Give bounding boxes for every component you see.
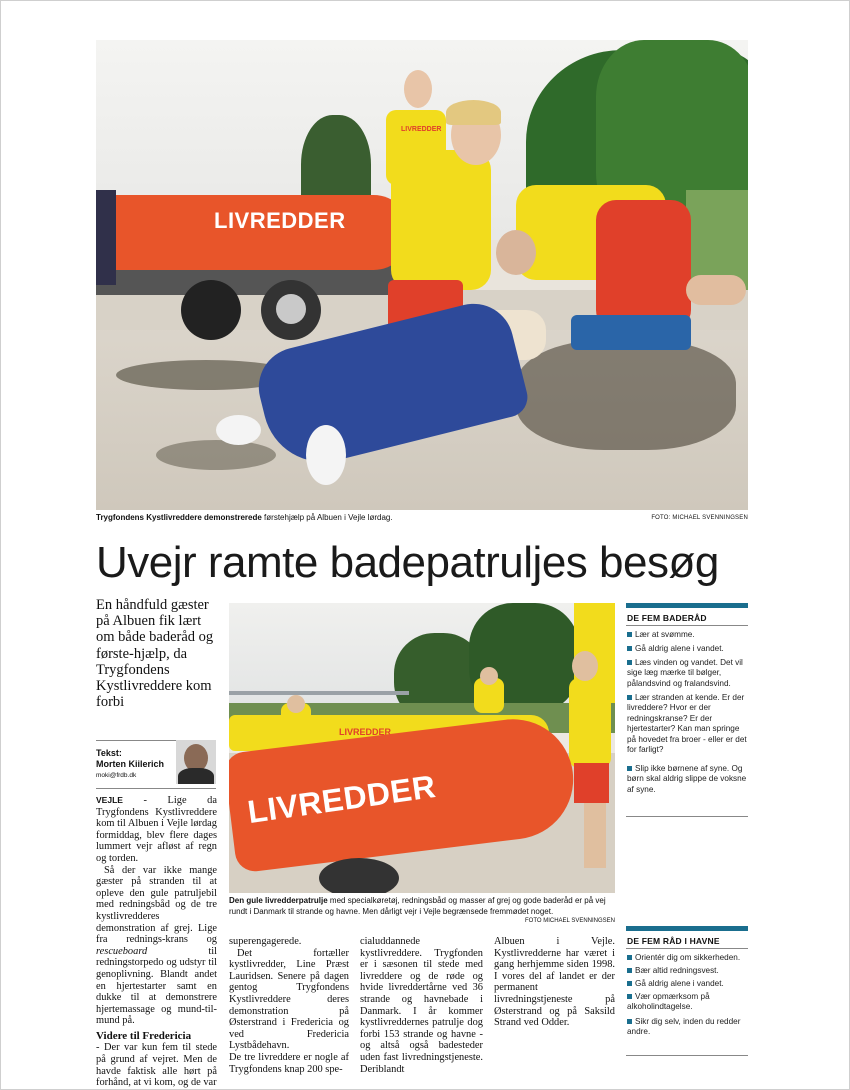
caption-text: med specialkøretøj, redningsbåd og masser af grej og gode baderåd er på vej rundt i Danmark til strande og havne. Men dårligt vejr i Vejle begrænsede fremmødet noget. (229, 896, 606, 916)
tip-text: Slip ikke børnene af syne. Og børn skal aldrig slippe de voksne af syne. (627, 764, 747, 794)
article-column-4 (494, 936, 615, 1029)
tip-item (627, 992, 749, 1013)
lead-paragraph: En håndfuld gæster på Albuen fik lært om både baderåd og første-hjælp, da Trygfondens Kystlivreddere kom forbi (96, 597, 214, 711)
tip-text: Orientér dig om sikkerheden. (635, 953, 741, 962)
bullet-icon (627, 968, 632, 973)
tip-text: Sikr dig selv, inden du redder andre. (627, 1017, 741, 1037)
boat-label: LIVREDDER (214, 208, 346, 233)
paragraph-text: superengagerede. (229, 936, 302, 947)
bullet-icon (627, 660, 632, 665)
caption-text: førstehjælp på Albuen i Vejle lørdag. (261, 513, 393, 522)
bullet-icon (627, 766, 632, 771)
paragraph-text: - Lige da Trygfondens Kystlivreddere kom til Albuen i Vejle lørdag formiddag, blev flere dages lummert vejr afløst af regn og torden. (96, 795, 217, 864)
paragraph-text: Så der var ikke mange gæster på stranden til at opleve den gule patruljebil med redningsbåd og de tre kystlivredderes demonstration af grej. Lige fra rednings-krans og (96, 864, 217, 946)
paragraph-text: cialuddannede kystlivreddere. Trygfonden er i sæsonen til stede med livreddere og de røde og hvide livreddertårne ved 36 strande og havnebade i Danmark. I år kommer kystlivreddernes patrulje dog forbi 153 strande og havne - og altså også badesteder uden fast livredningstjeneste. Deriblandt (360, 936, 483, 1075)
tip-item (627, 953, 749, 963)
tip-item (627, 658, 749, 689)
factbox-title: DE FEM BADERÅD (627, 613, 707, 623)
byline-label: Tekst: (96, 748, 122, 758)
divider (96, 788, 216, 789)
divider (626, 625, 748, 626)
shirt-label: LIVREDDER (401, 126, 442, 133)
article-column-2 (229, 936, 349, 1075)
headline: Uvejr ramte badepatruljes besøg (96, 538, 719, 587)
boat-label: LIVREDDER (245, 767, 438, 831)
bullet-icon (627, 632, 632, 637)
paragraph-text: Det fortæller kystlivredder, Line Præst Lauridsen. Senere på dagen gentog Trygfondens Kystlivreddere deres demonstration på Østerstrand i Fredericia og ved Fredericia Lystbådehavn. (229, 947, 349, 1052)
photo-credit: FOTO MICHAEL SVENNINGSEN (524, 918, 615, 924)
subheading: Videre til Fredericia (96, 1029, 192, 1042)
tip-item (627, 693, 749, 755)
paragraph-text: - Der var kun fem til stede på grund af vejret. Men de havde faktisk alle hørt på forhånd, at vi kom, og de var (96, 1042, 217, 1089)
tip-text: Vær opmærksom på alkoholindtagelse. (627, 992, 710, 1012)
tip-text: Gå aldrig alene i vandet. (635, 979, 724, 988)
bullet-icon (627, 955, 632, 960)
paragraph-text: Albuen i Vejle. Kystlivredderne har været i gang herhjemme siden 1998. I vores del af landet er der permanent livredningstjeneste på Østerstrand og på Saksild Strand ved Odder. (494, 936, 615, 1029)
tip-item (627, 764, 749, 795)
factbox-title: DE FEM RÅD I HAVNE (627, 936, 720, 946)
lifeguard-cpr-photo (96, 40, 748, 510)
photo-caption (229, 895, 615, 917)
article-column-1 (96, 795, 217, 1089)
article-column-3 (360, 936, 483, 1075)
photo-credit: FOTO: MICHAEL SVENNINGSEN (651, 515, 748, 521)
tip-text: Bær altid redningsvest. (635, 966, 719, 975)
photo-caption (96, 513, 596, 523)
tip-text: Lær stranden at kende. Er der livreddere? Hvor er der redningskranse? Er der hjertestarter? Kan man springe på hovedet fra broer - eller er det for farligt? (627, 693, 747, 755)
bullet-icon (627, 981, 632, 986)
tip-item (627, 630, 749, 640)
tip-item (627, 979, 749, 989)
paragraph-text: De tre livreddere er nogle af Trygfondens knap 200 spe- (229, 1051, 349, 1075)
tip-text: Gå aldrig alene i vandet. (635, 644, 724, 653)
tip-item (627, 1017, 749, 1038)
bullet-icon (627, 1019, 632, 1024)
italic-term: rescueboard (96, 945, 148, 957)
byline (96, 748, 164, 770)
tip-text: Lær at svømme. (635, 630, 695, 639)
author-name: Morten Kiilerich (96, 759, 165, 769)
caption-bold: Trygfondens Kystlivreddere demonstrerede (96, 513, 262, 522)
factbox-bar (626, 926, 748, 931)
tip-text: Læs vinden og vandet. Det vil sige læg mærke til bølger, pålandsvind og fralandsvind. (627, 658, 743, 688)
paragraph-text: til redningstorpedo og udstyr til genoplivning. Blandt andet en hjertestarter samt en dukke til at demonstrere hjertemassage og mund-til-mund på. (96, 945, 217, 1027)
factbox-bar (626, 603, 748, 608)
bullet-icon (627, 646, 632, 651)
tip-item (627, 644, 749, 654)
dateline: VEJLE (96, 795, 123, 805)
divider (626, 816, 748, 817)
author-avatar (176, 740, 216, 784)
bullet-icon (627, 994, 632, 999)
divider (626, 1055, 748, 1056)
tip-item (627, 966, 749, 976)
caption-bold: Den gule livredderpatrulje (229, 896, 328, 905)
small-boat-label: LIVREDDER (339, 727, 392, 737)
divider (626, 948, 748, 949)
patrol-boat-photo (229, 603, 615, 893)
bullet-icon (627, 695, 632, 700)
author-email[interactable]: moki@frdb.dk (96, 772, 137, 779)
